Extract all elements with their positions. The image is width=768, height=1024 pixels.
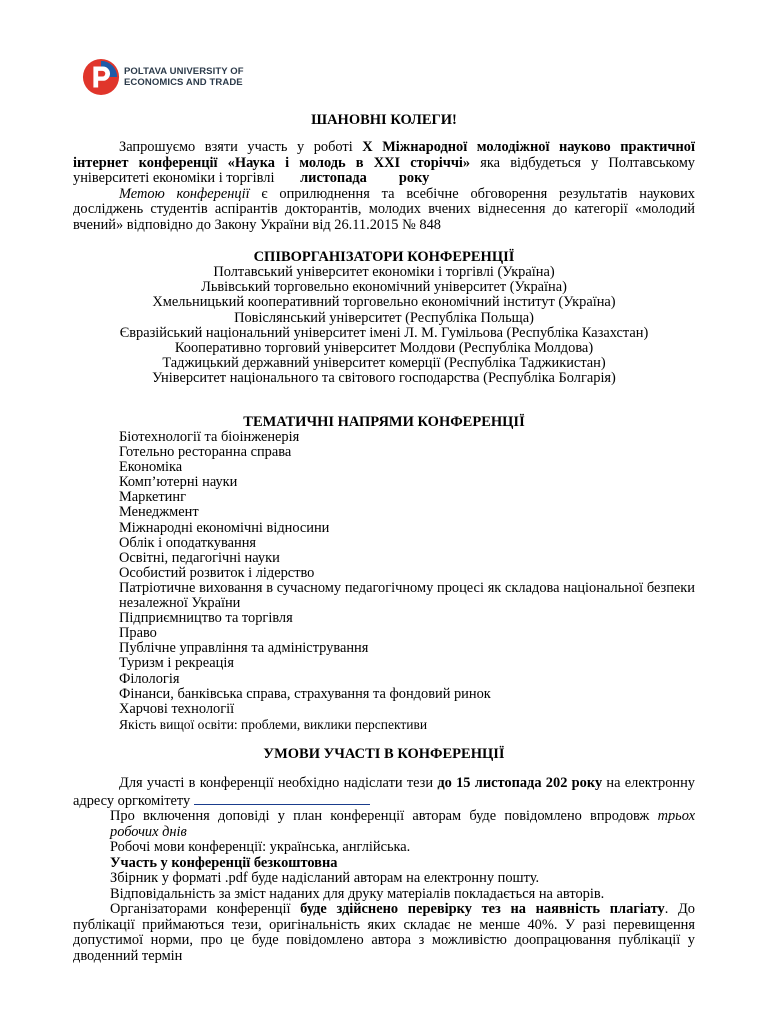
list-item: Готельно ресторанна справа: [119, 444, 292, 461]
list-item: Кооперативно торговий університет Молдови (Республіка Молдова): [174, 339, 594, 356]
list-item: Облік і оподаткування: [119, 534, 257, 551]
list-item: Біотехнології та біоінженерія: [119, 429, 300, 445]
list-item: Освітні, педагогічні науки: [119, 549, 280, 566]
aim-paragraph: [73, 187, 695, 234]
list-item: Туризм і рекреація: [119, 655, 234, 672]
free-participation-line: Участь у конференції безкоштовна: [110, 854, 338, 871]
greeting-heading: ШАНОВНІ КОЛЕГИ!: [311, 112, 457, 128]
list-item: Таджицький державний університет комерції (Республіка Таджикистан): [162, 355, 606, 372]
plagiarism-text: Організаторами конференції: [110, 901, 301, 917]
list-item: Якість вищої освіти: проблеми, виклики перспективи: [119, 716, 428, 732]
plagiarism-check: буде здійснено перевірку тез на наявність плагіату: [300, 901, 665, 917]
university-logo: [82, 57, 244, 97]
collection-line: Збірник у форматі .pdf буде надісланий авторам на електронну пошту.: [110, 870, 540, 886]
list-item: Євразійський національний університет імені Л. М. Гумільова (Республіка Казахстан): [119, 324, 649, 341]
intro-paragraph: [73, 140, 695, 187]
deadline-date: до 15 листопада 202 року: [437, 775, 603, 791]
aim-text: є оприлюднення та всебічне обговорення результатів наукових досліджень студентів аспірантів докторантів, молодих вчених віднесення до категорії «молодий вчений» відповідно до Закону України від 26.11.2015 № 848: [73, 185, 695, 233]
logo-line-2: ECONOMICS AND TRADE: [124, 77, 243, 88]
aim-label: Метою конференції: [119, 185, 250, 202]
deadline-paragraph: [73, 776, 695, 809]
list-item: Публічне управління та адміністрування: [119, 640, 369, 657]
list-item: Полтавський університет економіки і торгівлі (Україна): [213, 264, 555, 280]
topics-list: [119, 430, 695, 732]
logo-text: [124, 66, 244, 88]
list-item: Харчові технології: [119, 700, 235, 717]
responsibility-line: Відповідальність за зміст наданих для друку матеріалів покладається на авторів.: [110, 885, 605, 902]
list-item: Хмельницький кооперативний торговельно економічний інститут (Україна): [152, 294, 616, 311]
notification-paragraph: [73, 809, 695, 840]
logo-line-1: POLTAVA UNIVERSITY OF: [124, 66, 244, 77]
email-blank-link[interactable]: [194, 792, 370, 805]
list-item: Підприємництво та торгівля: [119, 610, 293, 627]
list-item: Повіслянський університет (Республіка Польща): [234, 309, 534, 326]
list-item: Міжнародні економічні відносини: [119, 519, 330, 536]
co-organizers-list: [0, 265, 768, 387]
deadline-email-text: на електронну адресу оргкомітету: [73, 775, 695, 809]
co-organizers-heading: СПІВОРГАНІЗАТОРИ КОНФЕРЕНЦІЇ: [253, 249, 515, 265]
list-item: Економіка: [119, 459, 183, 476]
list-item: Філологія: [119, 670, 180, 687]
intro-month: листопада: [300, 170, 367, 186]
languages-line: Робочі мови конференції: українська, англійська.: [110, 839, 411, 855]
list-item: Менеджмент: [119, 504, 199, 521]
intro-year: року: [398, 170, 430, 186]
conditions-section: [73, 776, 695, 964]
intro-venue: яка відбудеться у Полтавському університеті економіки і торгівлі: [73, 154, 695, 186]
list-item: Фінанси, банківська справа, страхування та фондовий ринок: [119, 685, 491, 702]
conference-name: Х Міжнародної молодіжної науково практичної інтернет конференції «Наука і молодь в ХХІ сторіччі»: [73, 139, 695, 171]
plagiarism-paragraph: [73, 902, 695, 964]
topics-heading: ТЕМАТИЧНІ НАПРЯМИ КОНФЕРЕНЦІЇ: [243, 414, 525, 430]
list-item: Маркетинг: [119, 489, 186, 506]
conditions-heading: УМОВИ УЧАСТІ В КОНФЕРЕНЦІЇ: [263, 746, 505, 762]
notification-days: трьох робочих днів: [110, 808, 695, 840]
list-item: Університет національного та світового господарства (Республіка Болгарія): [152, 370, 616, 387]
intro-section: [73, 140, 695, 233]
intro-text: Запрошуємо взяти участь у роботі: [119, 139, 363, 155]
deadline-text: Для участі в конференції необхідно надіслати тези: [119, 775, 438, 791]
list-item: Право: [119, 625, 157, 642]
university-emblem-icon: [82, 58, 120, 96]
plagiarism-details: . До публікації приймаються тези, оригінальність яких складає не менше 40%. У разі перевищення допустимої норми, про це буде повідомлено автора з можливістю доопрацювання публікації у дводенний термін: [73, 901, 696, 964]
notification-text: Про включення доповіді у план конференції авторам буде повідомлено впродовж: [110, 808, 658, 824]
list-item: Патріотичне виховання в сучасному педагогічному процесі як складова національної безпеки незалежної України: [119, 579, 695, 612]
list-item: Львівський торговельно економічний університет (Україна): [201, 279, 567, 296]
list-item: Комп’ютерні науки: [119, 474, 238, 491]
list-item: Особистий розвиток і лідерство: [119, 564, 315, 581]
